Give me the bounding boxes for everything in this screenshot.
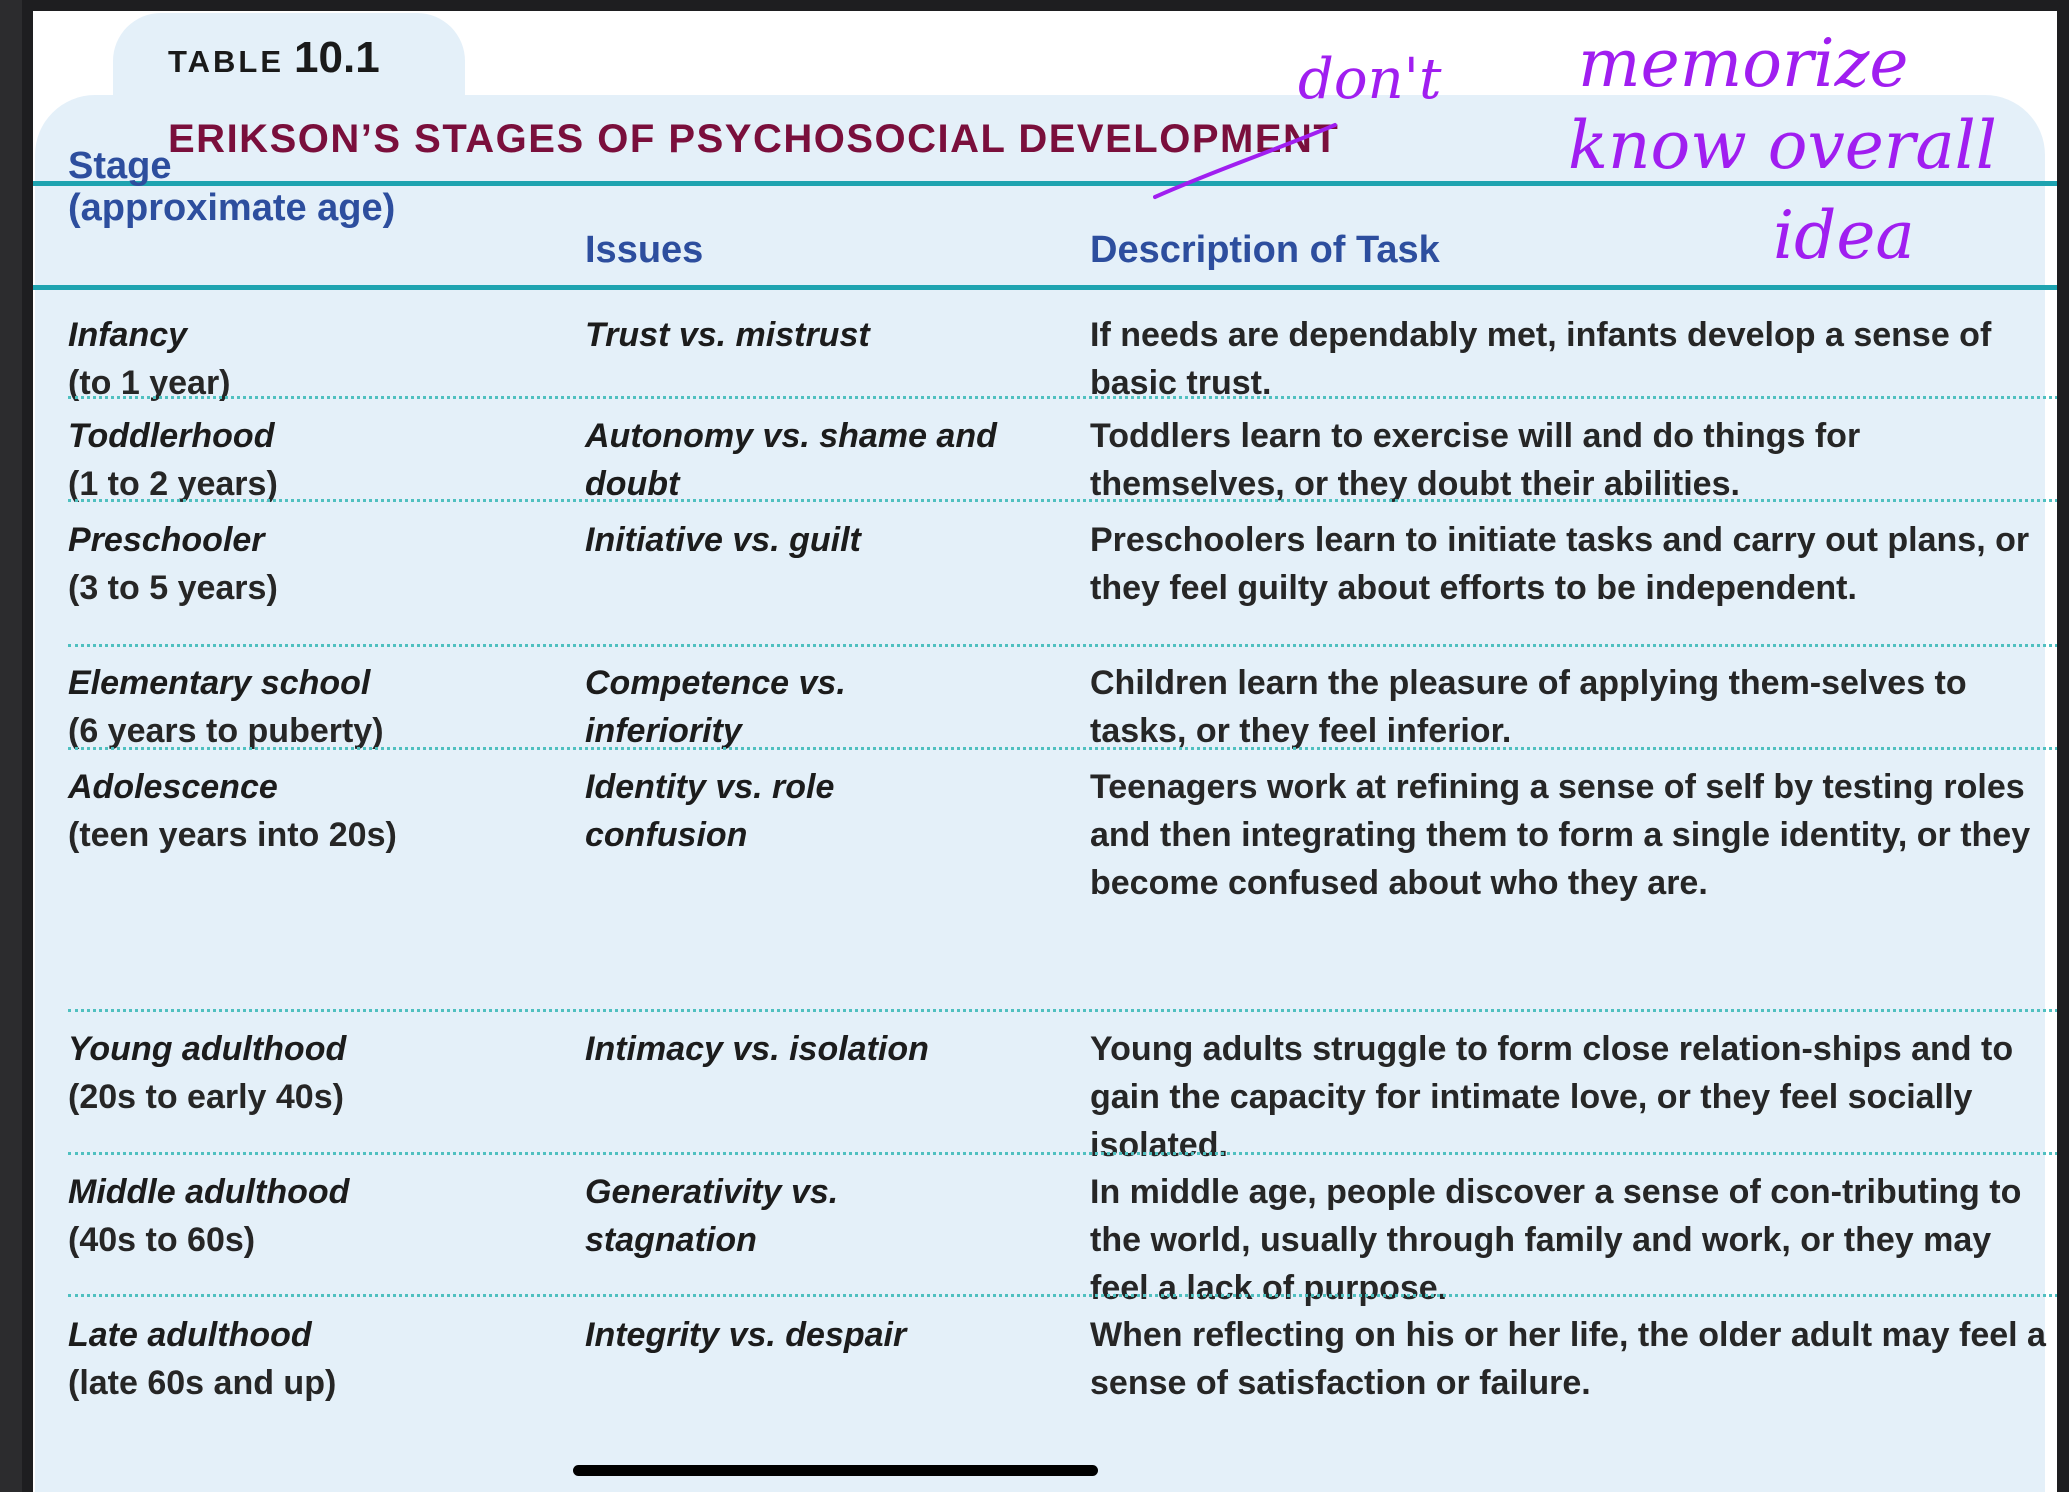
annotation-strike-stroke [1153,121,1353,201]
header-description: Description of Task [1090,229,1440,271]
table-number: 10.1 [294,33,380,82]
table-row-1-description: If needs are dependably met, infants develop a sense of basic trust. [1090,316,1992,402]
row-separator [68,396,2057,399]
table-row-7-description: In middle age, people discover a sense of con-tributing to the world, usually through family and work, or they may feel a lack of purpose. [1090,1173,2022,1307]
table-row-6-issue: Intimacy vs. isolation [585,1030,929,1068]
table-title: ERIKSON’S STAGES OF PSYCHOSOCIAL DEVELOPMENT [168,117,1340,161]
annotation-memorize: memorize [1578,25,1909,102]
window-edge [0,0,22,1492]
stage-age: (3 to 5 years) [68,569,278,607]
table-row-3-issue: Initiative vs. guilt [585,521,861,559]
table-label-word: TABLE [168,44,285,79]
table-row-4-description: Children learn the pleasure of applying them-selves to tasks, or they feel inferior. [1090,664,1967,750]
table-row-6-stage [68,1025,568,1121]
stage-age: (late 60s and up) [68,1364,337,1402]
table-row-6-description: Young adults struggle to form close relation-ships and to gain the capacity for intimate love, or they feel socially isolated. [1090,1030,2014,1164]
stage-name: Elementary school [68,664,371,702]
stage-age: (40s to 60s) [68,1221,256,1259]
table-row-8-issue: Integrity vs. despair [585,1316,907,1354]
table-row-2-stage [68,412,568,508]
table-row-5-issue: Identity vs. role confusion [585,768,835,854]
table-row-8-description: When reflecting on his or her life, the older adult may feel a sense of satisfaction or failure. [1090,1316,2046,1402]
annotation-idea: idea [1773,197,1915,274]
header-bottom-rule [33,285,2057,290]
annotation-dont: don't [1298,47,1442,112]
table-row-5-stage [68,763,568,859]
header-issues: Issues [585,229,704,271]
row-separator [68,747,2057,750]
table-row-7-issue: Generativity vs. stagnation [585,1173,839,1259]
header-stage [68,145,395,229]
row-separator [68,644,2057,647]
table-row-1-stage [68,311,568,407]
stage-age: (to 1 year) [68,364,231,402]
table-page [33,11,2057,1492]
stage-name: Toddlerhood [68,417,275,455]
row-separator [68,1009,2057,1012]
table-row-3-stage [68,516,568,612]
home-indicator-bar[interactable] [573,1465,1098,1476]
stage-age: (20s to early 40s) [68,1078,344,1116]
header-stage-line1: Stage [68,145,172,187]
row-separator [68,499,2057,502]
annotation-know-overall: know overall [1568,107,1997,184]
table-row-1-issue: Trust vs. mistrust [585,316,870,354]
table-label [168,33,380,83]
stage-age: (6 years to puberty) [68,712,384,750]
table-row-7-stage [68,1168,568,1264]
stage-name: Late adulthood [68,1316,312,1354]
stage-age: (teen years into 20s) [68,816,397,854]
stage-name: Infancy [68,316,188,354]
table-row-2-issue: Autonomy vs. shame and doubt [585,417,997,503]
stage-age: (1 to 2 years) [68,465,278,503]
stage-name: Young adulthood [68,1030,347,1068]
table-row-3-description: Preschoolers learn to initiate tasks and carry out plans, or they feel guilty about efforts to be independent. [1090,521,2030,607]
table-row-2-description: Toddlers learn to exercise will and do things for themselves, or they doubt their abilities. [1090,417,1861,503]
stage-name: Adolescence [68,768,278,806]
table-row-8-stage [68,1311,568,1407]
row-separator [68,1294,2057,1297]
stage-name: Preschooler [68,521,265,559]
header-stage-line2: (approximate age) [68,187,396,229]
table-row-4-issue: Competence vs. inferiority [585,664,846,750]
table-row-4-stage [68,659,568,755]
table-row-5-description: Teenagers work at refining a sense of self by testing roles and then integrating them to form a single identity, or they become confused about who they are. [1090,768,2031,902]
stage-name: Middle adulthood [68,1173,350,1211]
row-separator [68,1152,2057,1155]
